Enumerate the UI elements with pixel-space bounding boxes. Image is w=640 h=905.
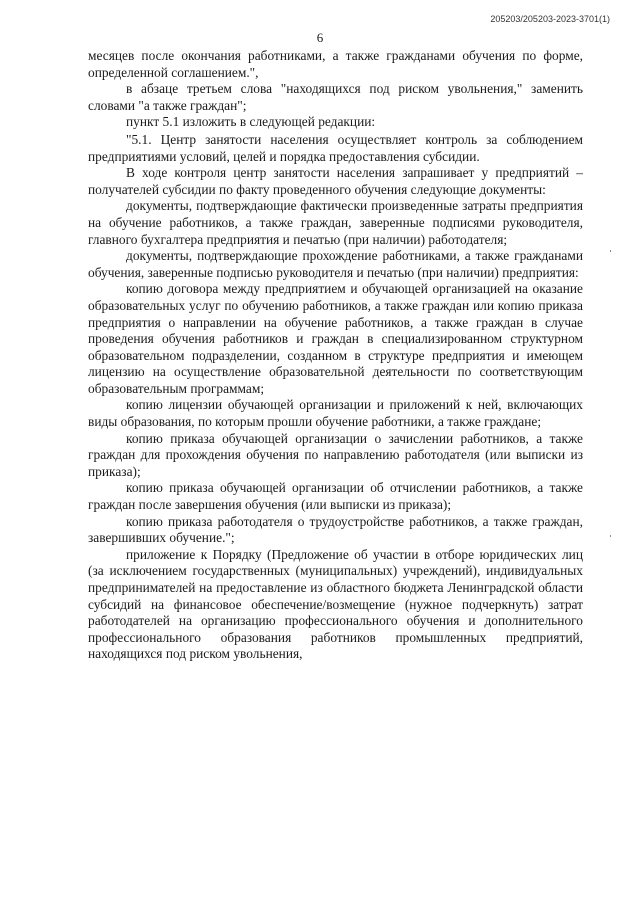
paragraph: копию лицензии обучающей организации и приложений к ней, включающих виды образования, по которым прошли обучение работники, а также граждане; bbox=[88, 397, 583, 430]
paragraph: "5.1. Центр занятости населения осуществляет контроль за соблюдением предприятиями условий, целей и порядка предоставления субсидии. bbox=[88, 131, 583, 164]
paragraph: копию приказа работодателя о трудоустройстве работников, а также граждан, завершивших обучение."; bbox=[88, 513, 583, 546]
paragraph: В ходе контроля центр занятости населения запрашивает у предприятий – получателей субсидии по факту проведенного обучения следующие документы: bbox=[88, 165, 583, 197]
paragraph: в абзаце третьем слова "находящихся под риском увольнения," заменить словами "а также граждан"; bbox=[88, 81, 583, 113]
paragraph: копию приказа обучающей организации о зачислении работников, а также граждан для прохождения обучения по направлению работодателя (или выписки из приказа); bbox=[88, 430, 583, 479]
document-id: 205203/205203-2023-3701(1) bbox=[490, 14, 610, 24]
paragraph: документы, подтверждающие прохождение работниками, а также гражданами обучения, заверенные подписью руководителя и печатью (при наличии) предприятия: bbox=[88, 248, 583, 280]
paragraph: документы, подтверждающие фактически произведенные затраты предприятия на обучение работников, а также граждан, заверенные подписями руководителя, главного бухгалтера предприятия и печатью (при наличии) работодателя; bbox=[88, 198, 583, 247]
page-number: 6 bbox=[316, 30, 324, 45]
paragraph: копию договора между предприятием и обучающей организацией на оказание образовательных услуг по обучению работников, а также граждан или копию приказа предприятия о направлении на обучение работников, а также граждан в случае проведения обучения работников и граждан в специализированном структурном образовательном подразделении, созданном в структуре предприятия и имеющем лицензию на осуществление образовательной деятельности по соответствующим образовательным программам; bbox=[88, 281, 583, 396]
document-body bbox=[88, 48, 583, 663]
paragraph: пункт 5.1 изложить в следующей редакции: bbox=[126, 114, 376, 130]
margin-mark bbox=[610, 535, 611, 537]
margin-mark bbox=[610, 250, 611, 252]
paragraph: месяцев после окончания работниками, а также гражданами обучения по форме, определенной соглашением.", bbox=[88, 48, 583, 80]
paragraph: приложение к Порядку (Предложение об участии в отборе юридических лиц (за исключением государственных (муниципальных) учреждений), индивидуальных предпринимателей на предоставление из областного бюджета Ленинградской области субсидий на финансовое обеспечение/возмещение (нужное подчеркнуть) затрат работодателей на организацию профессионального обучения и дополнительного профессионального образования работников промышленных предприятий, находящихся под риском увольнения, bbox=[88, 546, 583, 662]
paragraph: копию приказа обучающей организации об отчислении работников, а также граждан после завершения обучения (или выписки из приказа); bbox=[88, 480, 583, 513]
